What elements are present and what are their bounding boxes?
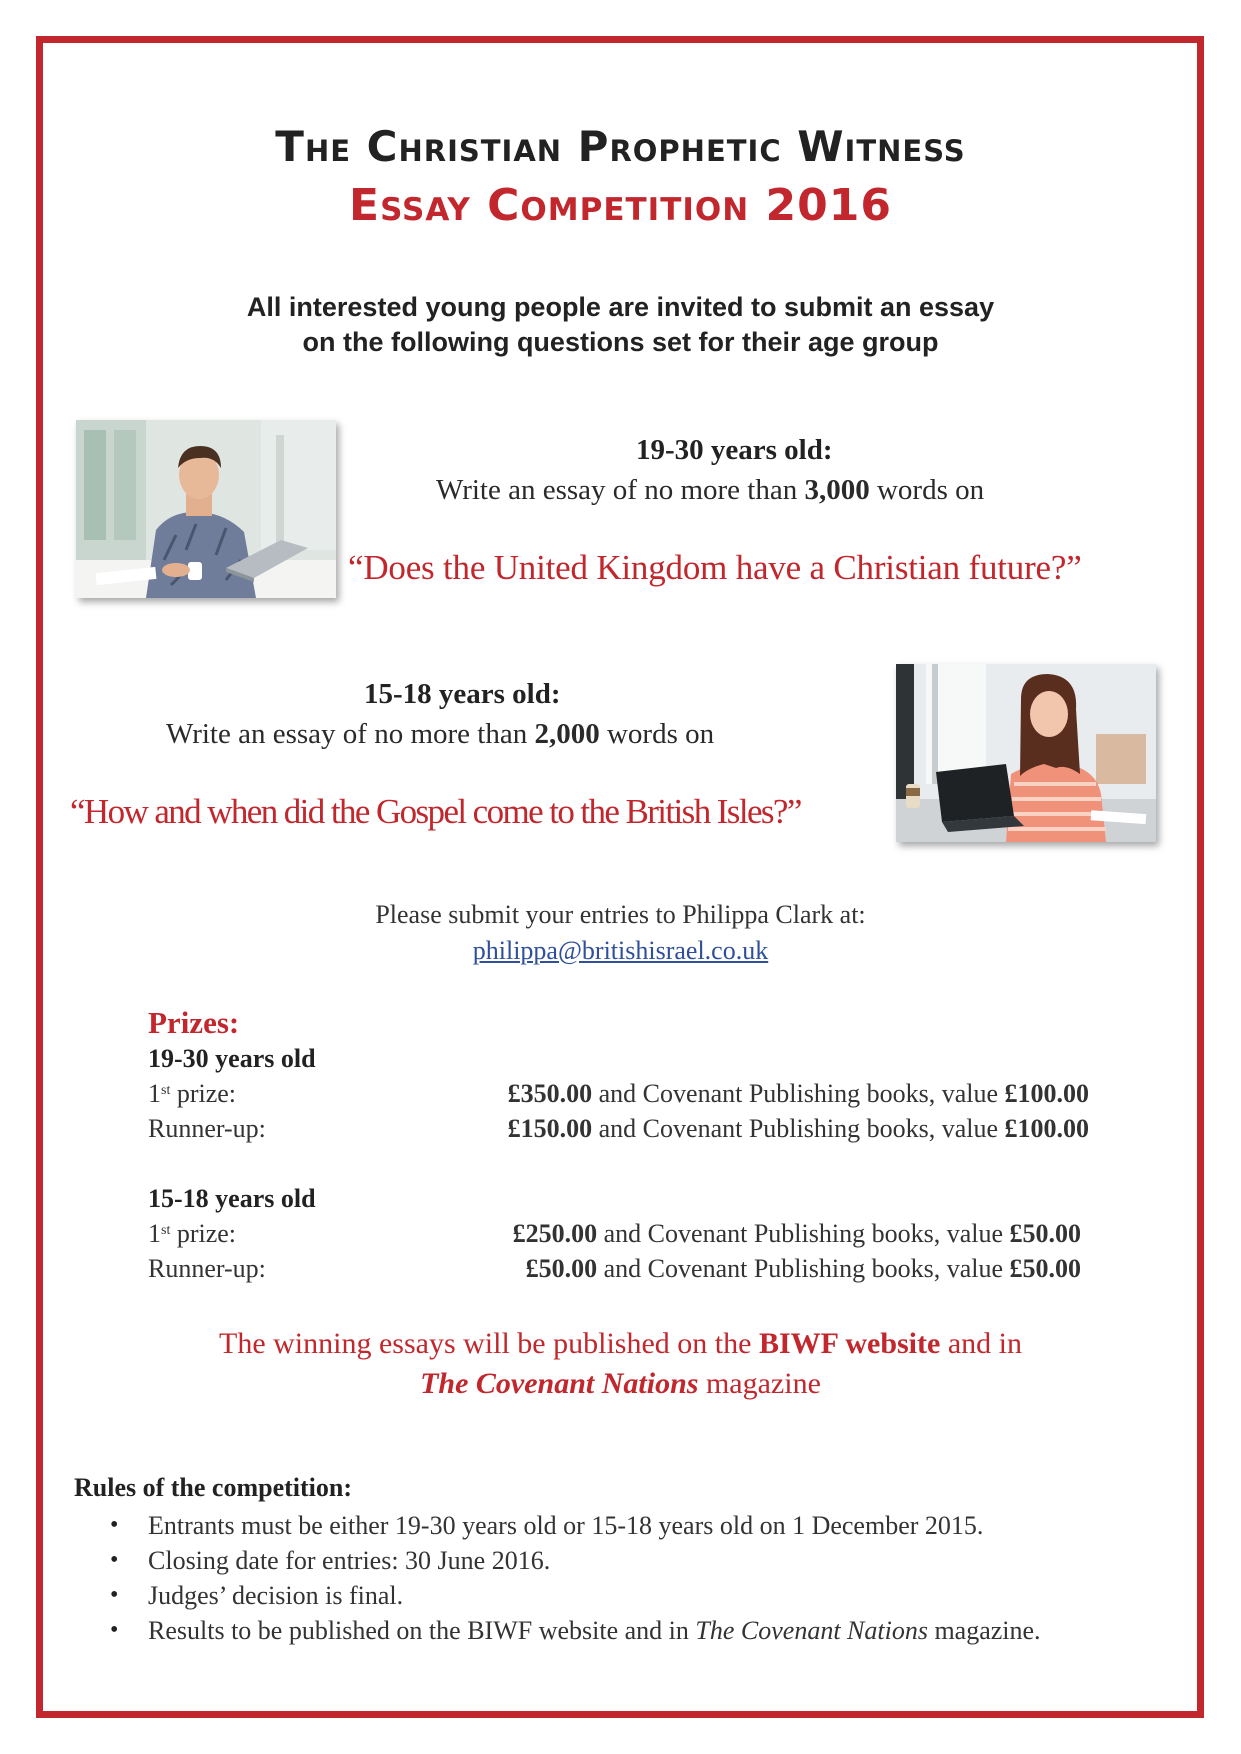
prizes-junior-runner-value — [526, 1254, 1081, 1284]
winning-text-2: and in — [947, 1327, 1022, 1360]
first-label-ordinal: st — [161, 1223, 171, 1238]
junior-word-limit-line — [166, 718, 714, 751]
first-label-ordinal: st — [161, 1083, 171, 1098]
prizes-senior-first-value — [508, 1079, 1089, 1109]
rule-text: Results to be published on the BIWF website and in — [148, 1616, 689, 1645]
title-line-2: Essay Competition 2016 — [349, 180, 892, 231]
winning-line-1 — [0, 1324, 1241, 1364]
photo-young-man-laptop — [76, 420, 336, 598]
rule-item: • Judges’ decision is final. — [110, 1578, 1190, 1613]
page-border — [36, 36, 1204, 1718]
title-line-1: The Christian Prophetic Witness — [275, 122, 966, 171]
winning-essays-notice — [0, 1324, 1241, 1404]
rule-item: • Closing date for entries: 30 June 2016. — [110, 1543, 1190, 1578]
junior-word-limit: 2,000 — [534, 718, 600, 750]
rule-item — [110, 1613, 1190, 1648]
intro-line-2: on the following questions set for their age group — [302, 327, 939, 357]
rule-item: • Entrants must be either 19-30 years old or 15-18 years old on 1 December 2015. — [110, 1508, 1190, 1543]
senior-word-limit: 3,000 — [804, 474, 870, 506]
senior-write-prefix: Write an essay of no more than — [436, 474, 798, 506]
junior-write-prefix: Write an essay of no more than — [166, 718, 528, 750]
winning-text-1: The winning essays will be published on the — [219, 1327, 752, 1360]
senior-age-heading: 19-30 years old: — [636, 434, 833, 466]
senior-write-suffix: words on — [876, 474, 985, 506]
cash-amount: £350.00 — [507, 1079, 593, 1108]
prizes-senior-runner-label: Runner-up: — [148, 1114, 266, 1143]
winning-text-3: magazine — [705, 1367, 821, 1400]
cash-amount: £150.00 — [507, 1114, 593, 1143]
books-value: £100.00 — [1004, 1079, 1089, 1108]
submission-email-line — [0, 936, 1241, 966]
books-value: £100.00 — [1004, 1114, 1089, 1143]
senior-question: “Does the United Kingdom have a Christian future?” — [348, 548, 1082, 587]
prizes-junior-first-label — [148, 1219, 236, 1249]
prizes-junior-label: 15-18 years old — [148, 1184, 316, 1213]
prizes-junior-runner-label: Runner-up: — [148, 1254, 266, 1283]
junior-question: “How and when did the Gospel come to the British Isles?” — [70, 792, 801, 831]
photo-young-woman-laptop — [896, 664, 1156, 842]
books-text: and Covenant Publishing books, value — [598, 1079, 998, 1108]
books-value: £50.00 — [1009, 1219, 1081, 1248]
cash-amount: £50.00 — [525, 1254, 598, 1283]
books-text: and Covenant Publishing books, value — [603, 1219, 1003, 1248]
rule-text: magazine. — [934, 1616, 1041, 1645]
cash-amount: £250.00 — [512, 1219, 598, 1248]
prizes-senior-label: 19-30 years old — [148, 1044, 316, 1073]
biwf-website: BIWF website — [758, 1327, 941, 1360]
intro-line-1: All interested young people are invited to submit an essay — [246, 292, 995, 322]
submission-email-link[interactable]: philippa@britishisrael.co.uk — [472, 936, 769, 965]
senior-word-limit-line — [436, 474, 984, 507]
prizes-senior-first-label — [148, 1079, 236, 1109]
prizes-heading: Prizes: — [148, 1005, 240, 1040]
prizes-senior-runner-value — [508, 1114, 1089, 1144]
first-label-suffix: prize: — [170, 1219, 237, 1248]
junior-age-heading: 15-18 years old: — [364, 678, 561, 710]
first-label-number: 1 — [148, 1079, 161, 1108]
magazine-title: The Covenant Nations — [695, 1616, 928, 1645]
books-value: £50.00 — [1009, 1254, 1081, 1283]
submission-instructions: Please submit your entries to Philippa Clark at: — [375, 900, 866, 929]
rules-heading: Rules of the competition: — [74, 1473, 353, 1502]
first-label-suffix: prize: — [170, 1079, 237, 1108]
junior-write-suffix: words on — [606, 718, 715, 750]
first-label-number: 1 — [148, 1219, 161, 1248]
winning-line-2 — [0, 1364, 1241, 1404]
intro-text — [0, 290, 1241, 360]
books-text: and Covenant Publishing books, value — [603, 1254, 1003, 1283]
prizes-junior-first-value — [513, 1219, 1081, 1249]
books-text: and Covenant Publishing books, value — [598, 1114, 998, 1143]
rules-list — [110, 1508, 1190, 1648]
magazine-title: The Covenant Nations — [420, 1367, 699, 1400]
